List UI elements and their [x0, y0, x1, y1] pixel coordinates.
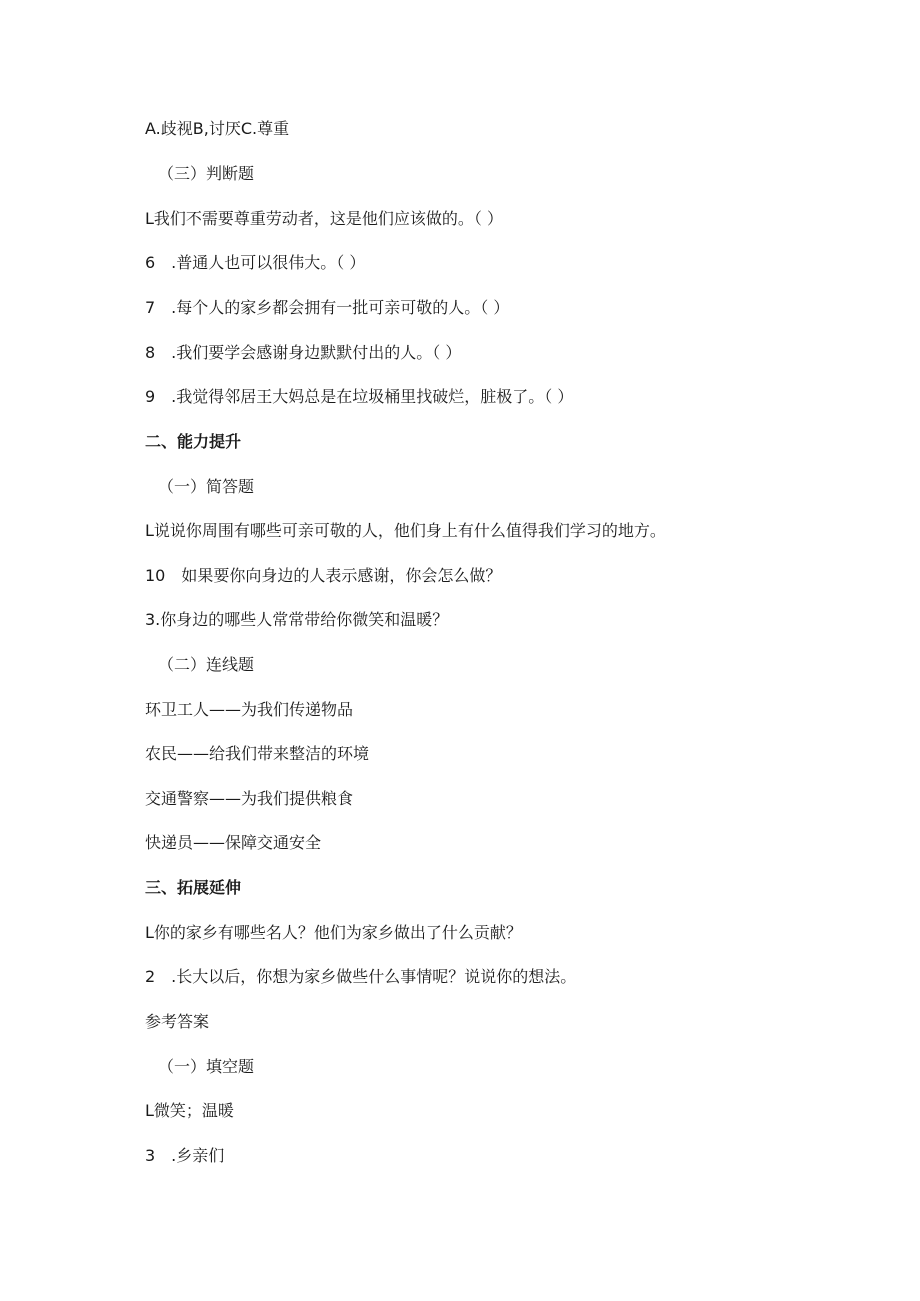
question-line: 2 .长大以后，你想为家乡做些什么事情呢？说说你的想法。 — [145, 967, 577, 986]
section-heading-judgement: （三）判断题 — [158, 164, 255, 183]
question-line: 7 .每个人的家乡都会拥有一批可亲可敬的人。（ ） — [145, 298, 510, 317]
matching-line: 快递员——保障交通安全 — [145, 833, 322, 852]
section-heading-short-answer: （一）简答题 — [158, 477, 255, 496]
question-line: 3.你身边的哪些人常常带给你微笑和温暖？ — [145, 610, 449, 629]
answer-line: L微笑；温暖 — [145, 1101, 234, 1120]
question-line: 9 .我觉得邻居王大妈总是在垃圾桶里找破烂，脏极了。（ ） — [145, 387, 574, 406]
part-heading-ability: 二、能力提升 — [145, 432, 242, 451]
section-heading-fill-blank: （一）填空题 — [158, 1057, 255, 1076]
matching-line: 交通警察——为我们提供粮食 — [145, 789, 354, 808]
matching-line: 农民——给我们带来整洁的环境 — [145, 744, 370, 763]
answer-line: 3 .乡亲们 — [145, 1146, 225, 1165]
question-line: L我们不需要尊重劳动者，这是他们应该做的。（ ） — [145, 209, 504, 228]
question-line: 6 .普通人也可以很伟大。（ ） — [145, 253, 366, 272]
matching-line: 环卫工人——为我们传递物品 — [145, 700, 354, 719]
question-line: L说说你周围有哪些可亲可敬的人，他们身上有什么值得我们学习的地方。 — [145, 521, 666, 540]
option-line: A.歧视B,讨厌C.尊重 — [145, 119, 290, 138]
section-heading-matching: （二）连线题 — [158, 655, 255, 674]
question-line: 8 .我们要学会感谢身边默默付出的人。（ ） — [145, 343, 462, 362]
answers-heading: 参考答案 — [145, 1012, 210, 1031]
question-line: 10 如果要你向身边的人表示感谢，你会怎么做？ — [145, 566, 502, 585]
part-heading-extension: 三、拓展延伸 — [145, 878, 242, 897]
question-line: L你的家乡有哪些名人？他们为家乡做出了什么贡献？ — [145, 923, 522, 942]
